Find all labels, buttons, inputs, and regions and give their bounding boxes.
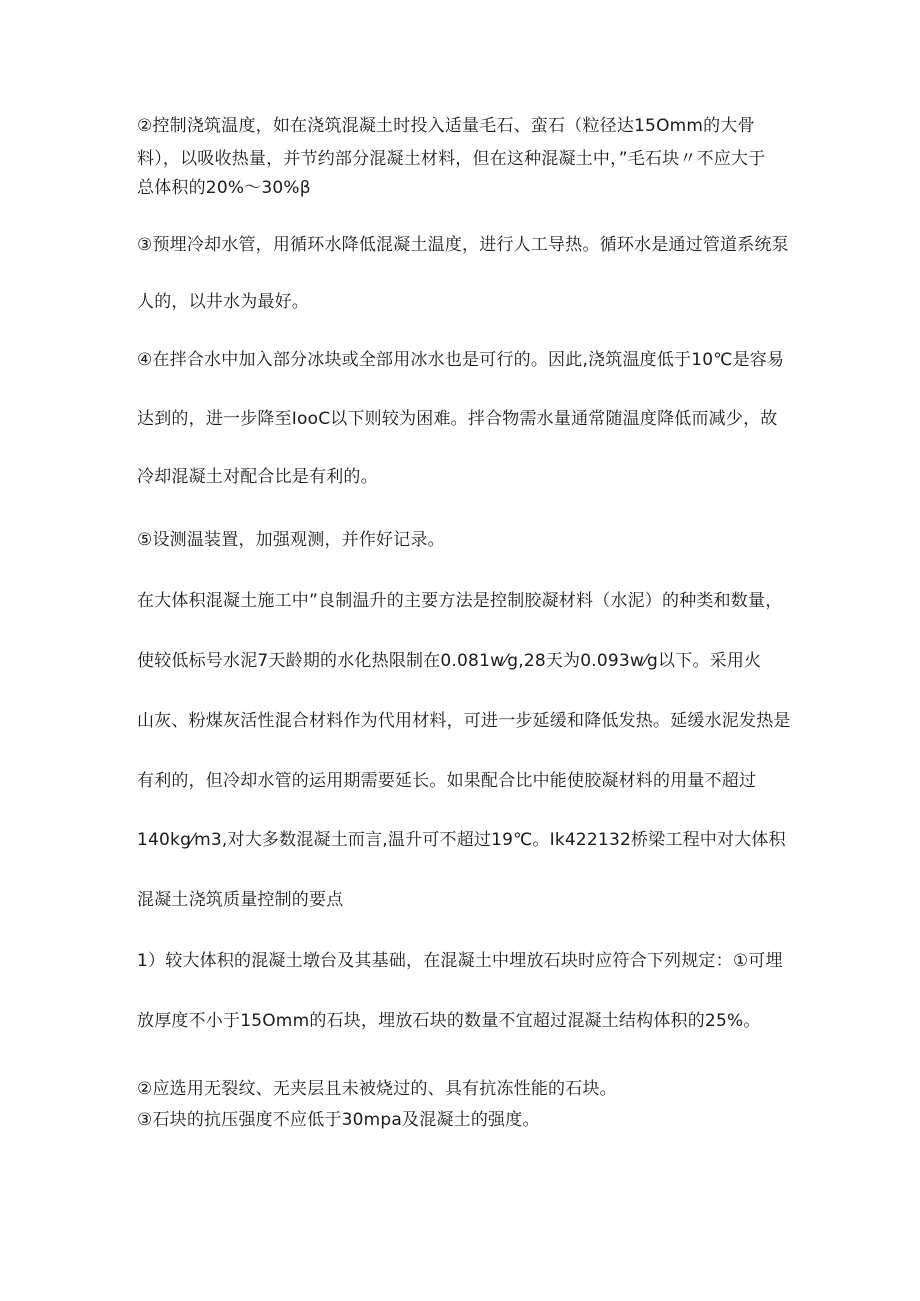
- text-line: 1）较大体积的混凝土墩台及其基础，在混凝土中埋放石块时应符合下列规定：①可埋: [137, 951, 783, 971]
- text-line: 山灰、粉煤灰活性混合材料作为代用材料，可进一步延缓和降低发热。延缓水泥发热是: [137, 711, 791, 731]
- text-line: 人的，以井水为最好。: [137, 292, 309, 312]
- text-line: ④在拌合水中加入部分冰块或全部用冰水也是可行的。因此,浇筑温度低于10℃是容易: [137, 350, 785, 370]
- text-line: 料），以吸收热量，并节约部分混凝土材料，但在这种混凝土中，”毛石块〃不应大于: [137, 149, 766, 169]
- text-line: 140kg⁄m3,对大多数混凝土而言,温升可不超过19℃。Ik422132桥梁工程中对大体积: [137, 830, 786, 850]
- text-line: 在大体积混凝土施工中”良制温升的主要方法是控制胶凝材料（水泥）的种类和数量，: [137, 591, 783, 611]
- text-line: 混凝土浇筑质量控制的要点: [137, 890, 344, 910]
- text-line: 使较低标号水泥7天龄期的水化热限制在0.081w⁄g,28天为0.093w⁄g以下。采用火: [137, 651, 762, 671]
- text-line: 总体积的20%～30%β: [137, 178, 311, 198]
- text-line: 放厚度不小于15Omm的石块，埋放石块的数量不宜超过混凝土结构体积的25%。: [137, 1011, 761, 1031]
- text-line: 达到的，进一步降至IooC以下则较为困难。拌合物需水量通常随温度降低而减少，故: [137, 409, 778, 429]
- text-line: ③石块的抗压强度不应低于30mpa及混凝土的强度。: [137, 1110, 540, 1130]
- text-line: ⑤设测温装置，加强观测，并作好记录。: [137, 530, 445, 550]
- text-line: 冷却混凝土对配合比是有利的。: [137, 467, 378, 487]
- text-line: ②控制浇筑温度，如在浇筑混凝土时投入适量毛石、蛮石（粒径达15Omm的大骨: [137, 116, 755, 136]
- text-line: ②应选用无裂纹、无夹层且未被烧过的、具有抗冻性能的石块。: [137, 1079, 617, 1099]
- text-line: ③预埋冷却水管，用循环水降低混凝土温度，进行人工导热。循环水是通过管道系统泵: [137, 235, 789, 255]
- text-line: 有利的，但冷却水管的运用期需要延长。如果配合比中能使胶凝材料的用量不超过: [137, 771, 757, 791]
